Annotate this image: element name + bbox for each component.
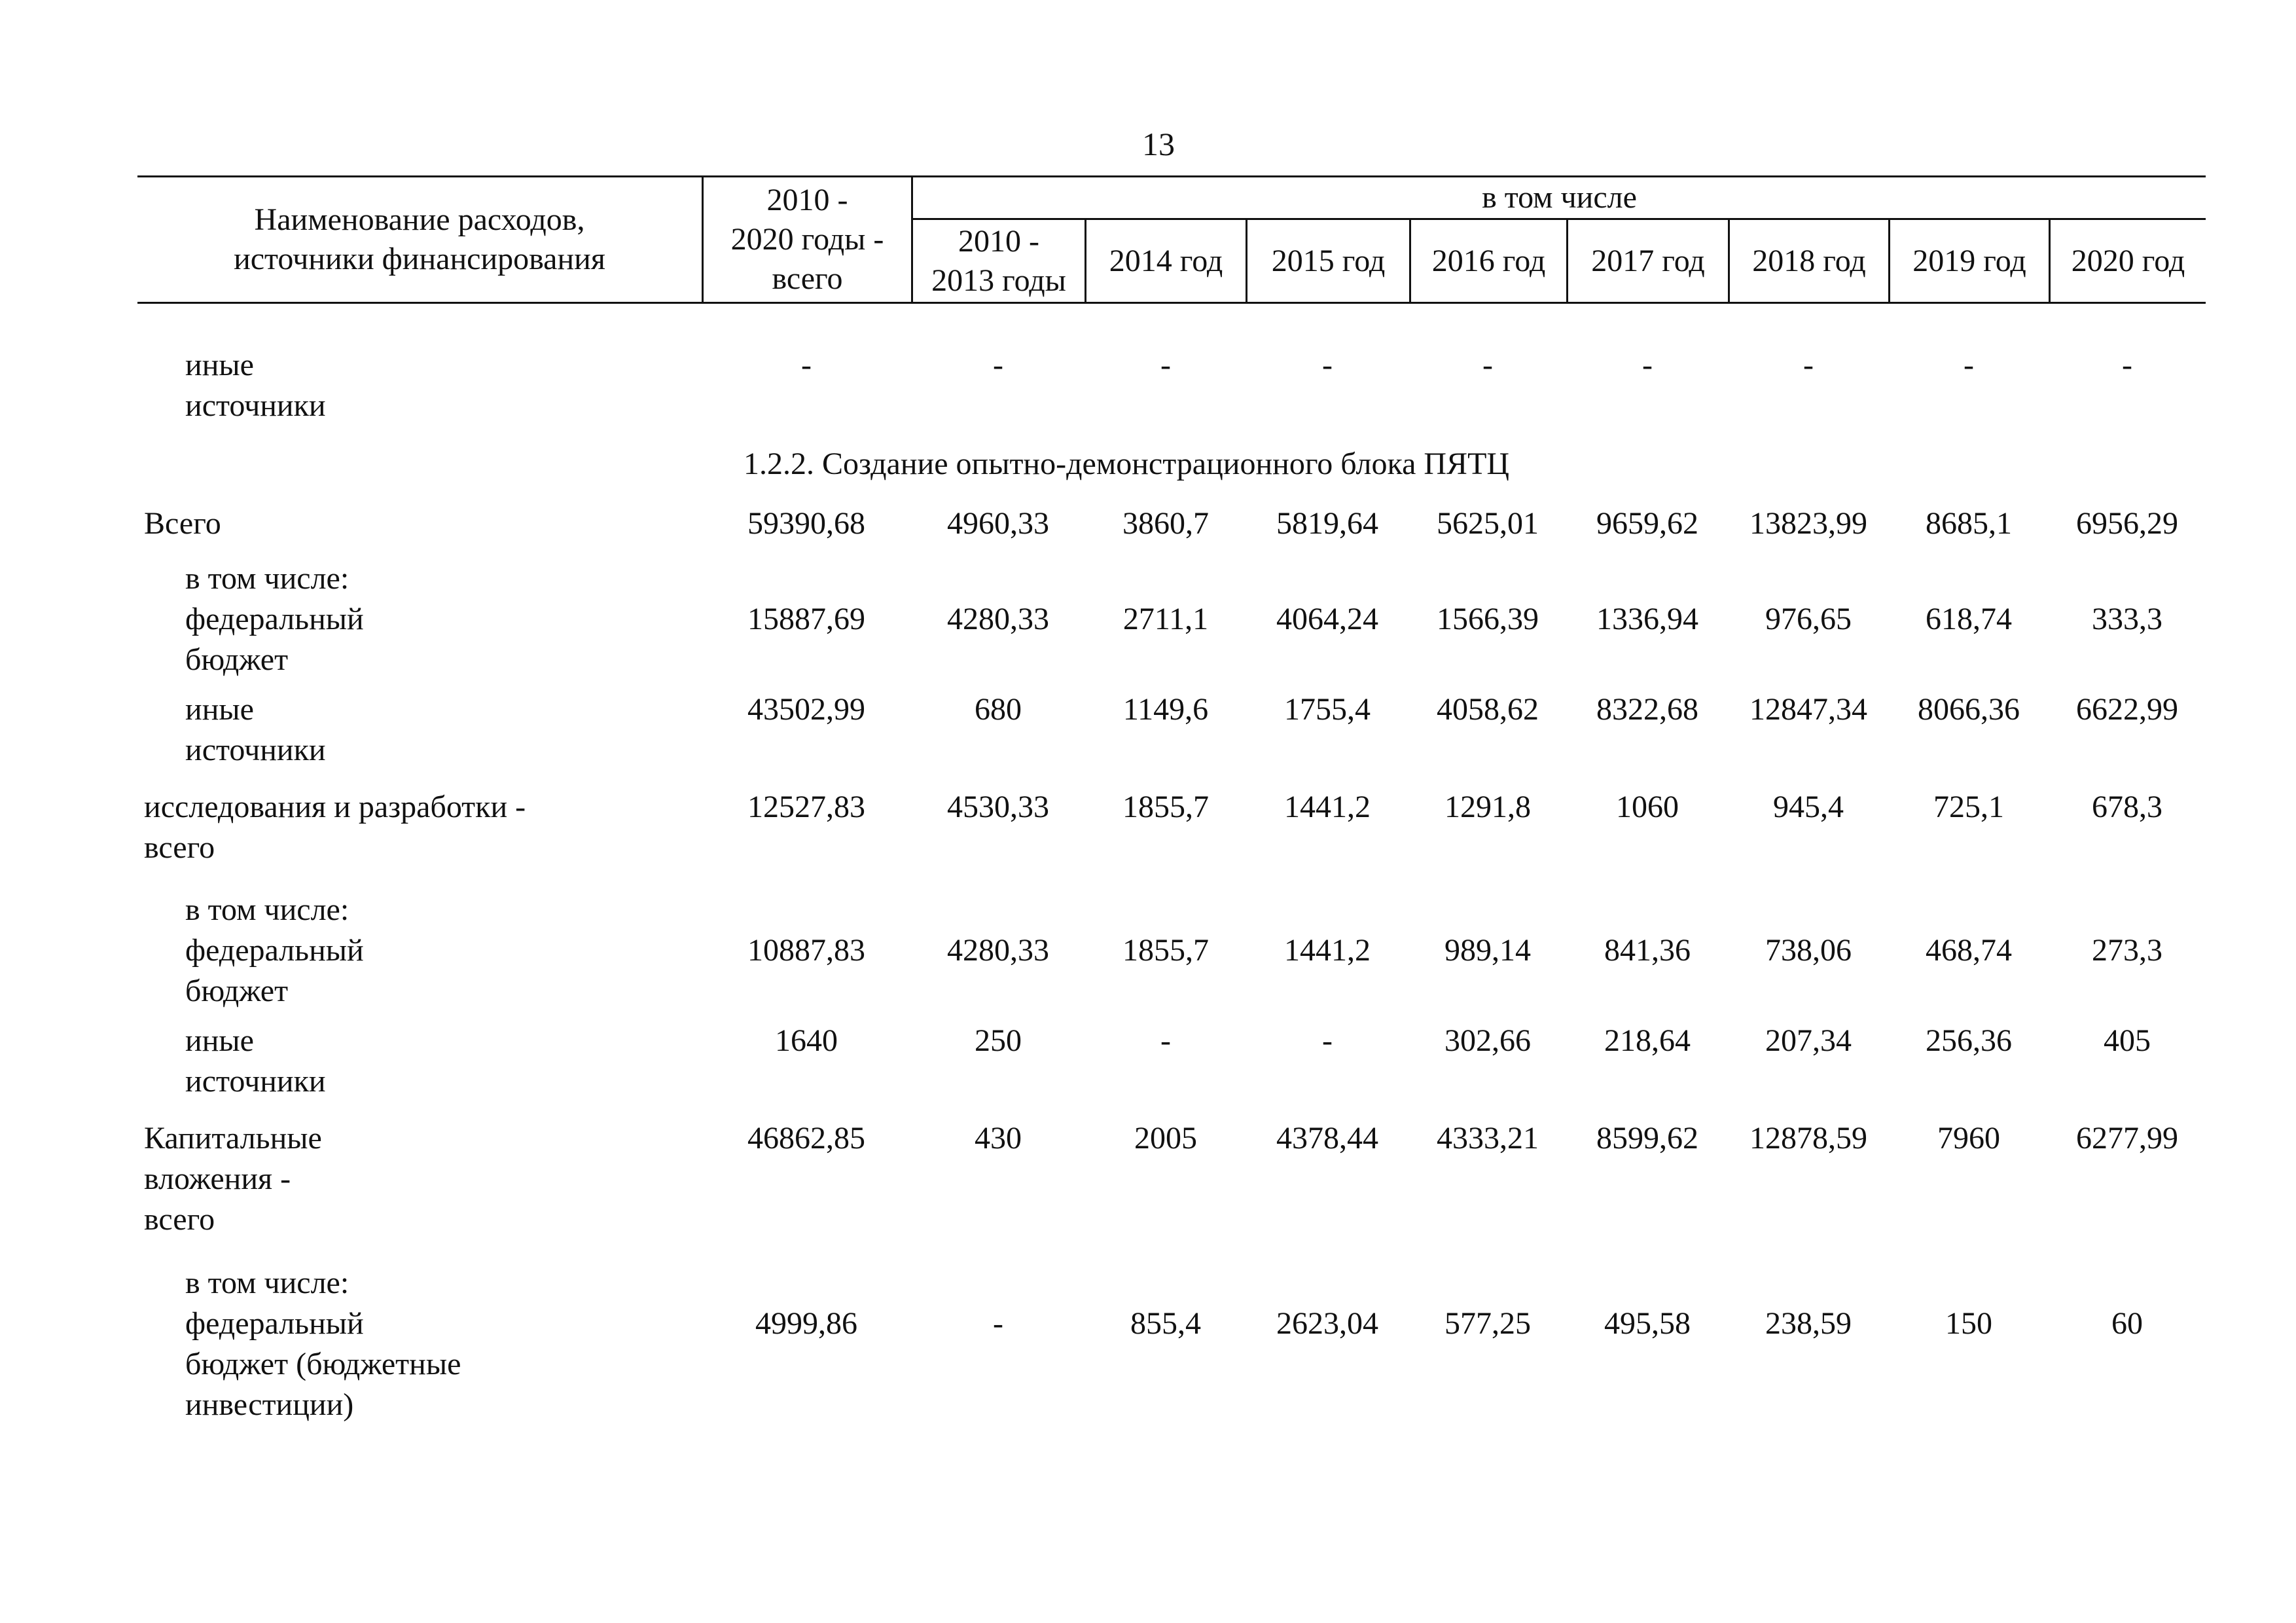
cell-value: 4064,24 [1276,602,1378,636]
header-including: в том числе [1482,180,1637,215]
cell-value: 2711,1 [1122,602,1209,636]
row-label-line: бюджет [185,974,289,1008]
cell-value: 1855,7 [1122,790,1209,824]
cell-value: 9659,62 [1596,506,1698,541]
cell-value: 577,25 [1444,1306,1531,1341]
cell-value: 256,36 [1926,1023,2012,1058]
row-label [185,558,364,680]
row-label [185,345,326,426]
cell-value: - [1803,348,1814,382]
cell-value: - [993,348,1003,382]
cell-value: 12527,83 [747,790,865,824]
cell-value: 6622,99 [2076,692,2178,727]
header-year-2019: 2019 год [1912,243,2026,278]
row-label-line: всего [144,830,215,865]
row-label-line: вложения - [144,1161,291,1196]
header-name-line: источники финансирования [234,242,605,276]
section-title: 1.2.2. Создание опытно-демонстрационного блока ПЯТЦ [744,447,1510,481]
cell-value: 2623,04 [1276,1306,1378,1341]
cell-value: 405 [2104,1023,2151,1058]
cell-value: 46862,85 [747,1121,865,1156]
row-label-line: исследования и разработки - [144,790,526,824]
row-label [185,890,364,1012]
row-label-line: иные [185,692,254,727]
row-label [185,689,326,771]
row-label-line: иные [185,1023,254,1058]
cell-value: 4530,33 [947,790,1049,824]
cell-value: 60 [2111,1306,2143,1341]
row-label-line: бюджет (бюджетные [185,1347,461,1381]
cell-value: 1441,2 [1284,933,1371,968]
row-label-line: в том числе: [185,561,350,596]
row-label [185,1263,461,1425]
row-label-line: источники [185,1064,326,1099]
row-label-line: Капитальные [144,1121,322,1156]
cell-value: 1060 [1616,790,1679,824]
row-label-line: источники [185,388,326,423]
cell-value: 8322,68 [1596,692,1698,727]
row-label-line: в том числе: [185,1266,350,1300]
cell-value: 945,4 [1773,790,1844,824]
row-label-line: федеральный [185,602,364,636]
header-bottom-rule [137,302,2206,304]
cell-value: 1291,8 [1444,790,1531,824]
cell-value: 12847,34 [1749,692,1867,727]
cell-value: 4999,86 [755,1306,857,1341]
header-total-line: 2010 - [766,183,848,217]
cell-value: 2005 [1134,1121,1197,1156]
page-number: 13 [1142,126,1175,162]
cell-value: 468,74 [1926,933,2012,968]
cell-value: 238,59 [1765,1306,1852,1341]
row-label-line: инвестиции) [185,1387,354,1422]
cell-value: 1441,2 [1284,790,1371,824]
cell-value: 4333,21 [1437,1121,1539,1156]
cell-value: 4960,33 [947,506,1049,541]
header-period-line: 2013 годы [931,263,1066,298]
header-year-2017: 2017 год [1591,243,1705,278]
cell-value: 10887,83 [747,933,865,968]
cell-value: - [1322,348,1333,382]
cell-value: 207,34 [1765,1023,1852,1058]
cell-value: 43502,99 [747,692,865,727]
cell-value: 8685,1 [1926,506,2012,541]
row-label-line: Всего [144,506,221,541]
header-total-line: 2020 годы - [730,222,884,257]
cell-value: 6956,29 [2076,506,2178,541]
header-year-2018: 2018 год [1752,243,1866,278]
header-period-2010-2013 [913,220,1085,302]
header-year-2016: 2016 год [1431,243,1546,278]
cell-value: 333,3 [2092,602,2162,636]
header-year-2014: 2014 год [1109,243,1223,278]
cell-value: 1566,39 [1437,602,1539,636]
cell-value: 1149,6 [1122,692,1209,727]
cell-value: 976,65 [1765,602,1852,636]
cell-value: 12878,59 [1749,1121,1867,1156]
row-label [185,1021,326,1102]
cell-value: 495,58 [1604,1306,1691,1341]
cell-value: - [1160,348,1171,382]
row-label-line: бюджет [185,642,289,677]
cell-value: 250 [975,1023,1022,1058]
cell-value: 725,1 [1933,790,2004,824]
header-year-2020: 2020 год [2071,243,2185,278]
row-label-line: федеральный [185,1306,364,1341]
header-name-line: Наименование расходов, [254,202,585,237]
cell-value: - [993,1306,1003,1341]
header-name-column [137,177,702,302]
cell-value: 218,64 [1604,1023,1691,1058]
header-period-line: 2010 - [958,223,1039,259]
cell-value: 1855,7 [1122,933,1209,968]
row-label-line: иные [185,348,254,382]
cell-value: 6277,99 [2076,1121,2178,1156]
cell-value: 855,4 [1130,1306,1201,1341]
row-label [144,503,221,544]
cell-value: 4280,33 [947,602,1049,636]
cell-value: 678,3 [2092,790,2162,824]
cell-value: 4058,62 [1437,692,1539,727]
row-label-line: федеральный [185,933,364,968]
cell-value: - [801,348,812,382]
cell-value: 680 [975,692,1022,727]
cell-value: 3860,7 [1122,506,1209,541]
cell-value: 7960 [1937,1121,2000,1156]
cell-value: 273,3 [2092,933,2162,968]
row-label-line: источники [185,733,326,767]
cell-value: 5819,64 [1276,506,1378,541]
cell-value: - [2122,348,2132,382]
header-total-line: всего [772,261,843,296]
cell-value: 302,66 [1444,1023,1531,1058]
row-label-line: в том числе: [185,892,350,927]
row-label-line: всего [144,1202,215,1237]
cell-value: 13823,99 [1749,506,1867,541]
cell-value: 1640 [775,1023,838,1058]
cell-value: 8599,62 [1596,1121,1698,1156]
cell-value: - [1482,348,1493,382]
cell-value: 5625,01 [1437,506,1539,541]
cell-value: 8066,36 [1918,692,2020,727]
cell-value: 841,36 [1604,933,1691,968]
cell-value: 1755,4 [1284,692,1371,727]
cell-value: 430 [975,1121,1022,1156]
cell-value: 4280,33 [947,933,1049,968]
cell-value: - [1160,1023,1171,1058]
row-label [144,1118,322,1240]
cell-value: - [1964,348,1974,382]
cell-value: 1336,94 [1596,602,1698,636]
header-year-2015: 2015 год [1271,243,1386,278]
cell-value: 59390,68 [747,506,865,541]
cell-value: - [1642,348,1653,382]
cell-value: - [1322,1023,1333,1058]
cell-value: 15887,69 [747,602,865,636]
cell-value: 618,74 [1926,602,2012,636]
cell-value: 150 [1945,1306,1992,1341]
header-total-column [704,177,911,302]
cell-value: 738,06 [1765,933,1852,968]
cell-value: 989,14 [1444,933,1531,968]
cell-value: 4378,44 [1276,1121,1378,1156]
row-label [144,787,526,868]
